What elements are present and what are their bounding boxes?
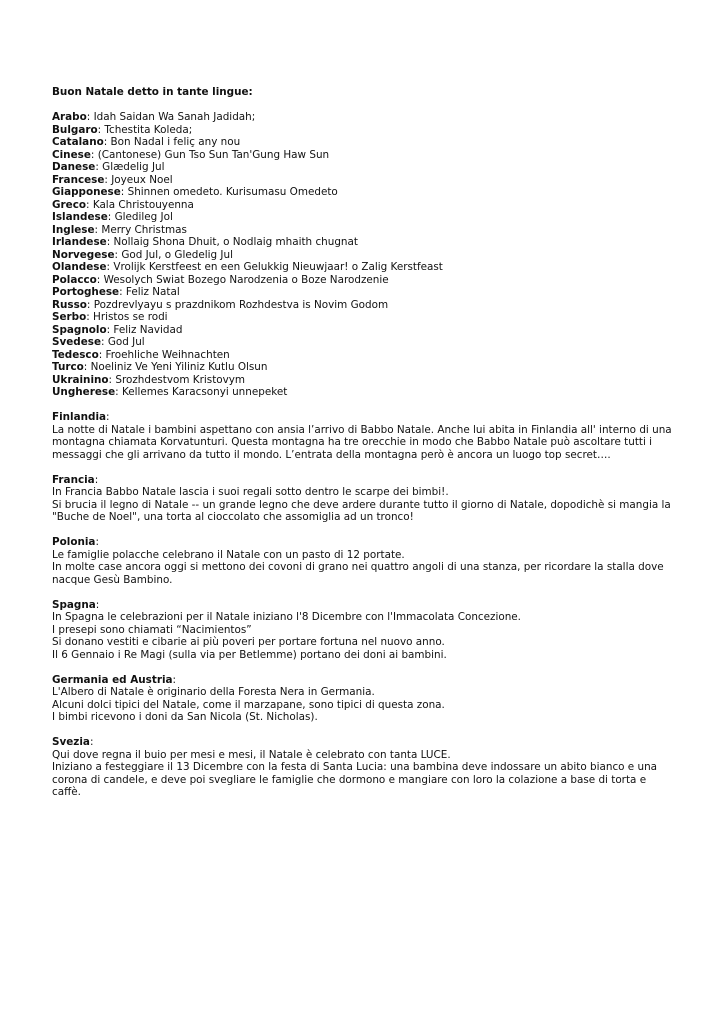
separator-colon: : bbox=[86, 298, 94, 311]
language-greeting: Bon Nadal i feliç any nou bbox=[110, 136, 241, 148]
section-heading bbox=[52, 474, 677, 487]
separator-colon: : bbox=[103, 136, 111, 148]
separator-colon: : bbox=[120, 186, 128, 198]
language-greeting-item bbox=[52, 286, 677, 299]
language-greeting: Kala Christouyenna bbox=[92, 198, 194, 211]
language-greeting-item bbox=[52, 361, 677, 374]
language-greeting-item bbox=[52, 186, 677, 199]
separator-colon: : bbox=[95, 536, 99, 548]
language-greeting: Noeliniz Ve Yeni Yiliniz Kutlu Olsun bbox=[90, 361, 268, 373]
document-title: Buon Natale detto in tante lingue: bbox=[52, 86, 253, 98]
section-heading bbox=[52, 599, 677, 612]
separator-colon: : bbox=[114, 248, 122, 261]
separator-colon: : bbox=[106, 323, 114, 336]
section-paragraph: La notte di Natale i bambini aspettano con ansia l’arrivo di Babbo Natale. Anche lui abita in Finlandia all' interno di una montagna chiamata Korvatunturi. Questa montagna ha tre orecchie in modo che Babbo Natale può ascoltare tutti i messaggi che gli arrivano da tutto il mondo. L’entrata della montagna però è ancora un luogo top secret…. bbox=[52, 423, 672, 461]
language-greeting-item bbox=[52, 274, 677, 287]
language-greeting: Feliz Navidad bbox=[113, 323, 183, 336]
language-name: Catalano bbox=[52, 136, 104, 148]
language-greeting-item bbox=[52, 111, 677, 124]
language-name: Polacco bbox=[52, 273, 97, 286]
language-name: Norvegese bbox=[52, 248, 115, 261]
separator-colon: : bbox=[107, 211, 115, 223]
separator-colon: : bbox=[94, 473, 99, 486]
language-greeting-item bbox=[52, 161, 677, 174]
language-greeting-item bbox=[52, 336, 677, 349]
language-greeting: Feliz Natal bbox=[125, 286, 180, 298]
language-name: Serbo bbox=[52, 311, 87, 323]
section-paragraph: In molte case ancora oggi si mettono dei covoni di grano nei quattro angoli di una stanza, per ricordare la stalla dove nacque Gesù Bambino. bbox=[52, 561, 664, 586]
language-greeting: Vrolijk Kerstfeest en een Gelukkig Nieuwjaar! o Zalig Kerstfeast bbox=[113, 261, 443, 273]
language-greeting: Tchestita Koleda; bbox=[104, 123, 193, 136]
section-title: Spagna bbox=[52, 598, 96, 611]
section-paragraph: Il 6 Gennaio i Re Magi (sulla via per Betlemme) portano dei doni ai bambini. bbox=[52, 648, 447, 661]
separator-colon: : bbox=[108, 373, 116, 386]
country-section bbox=[52, 736, 677, 799]
separator-colon: : bbox=[90, 148, 98, 161]
country-section bbox=[52, 536, 677, 586]
language-name: Spagnolo bbox=[52, 323, 107, 336]
language-greeting: Srozhdestvom Kristovym bbox=[115, 373, 246, 386]
separator-colon: : bbox=[83, 361, 91, 373]
language-name: Greco bbox=[52, 198, 86, 211]
language-greeting-item bbox=[52, 324, 677, 337]
language-greeting-item bbox=[52, 199, 677, 212]
language-name: Cinese bbox=[52, 148, 91, 161]
language-greeting-item bbox=[52, 249, 677, 262]
section-title: Francia bbox=[52, 473, 95, 486]
language-greeting: (Cantonese) Gun Tso Sun Tan'Gung Haw Sun bbox=[97, 148, 330, 161]
language-name: Ungherese bbox=[52, 386, 116, 398]
separator-colon: : bbox=[98, 348, 106, 361]
language-name: Tedesco bbox=[52, 348, 99, 361]
separator-colon: : bbox=[96, 273, 104, 286]
section-paragraph: In Francia Babbo Natale lascia i suoi regali sotto dentro le scarpe dei bimbi!. bbox=[52, 486, 449, 498]
language-greeting-item bbox=[52, 236, 677, 249]
language-name: Francese bbox=[52, 173, 105, 186]
language-name: Islandese bbox=[52, 211, 108, 223]
language-name: Ukrainino bbox=[52, 373, 109, 386]
language-name: Portoghese bbox=[52, 286, 120, 298]
language-greeting-item bbox=[52, 136, 677, 149]
language-greeting: God Jul bbox=[107, 336, 145, 348]
separator-colon: : bbox=[86, 198, 93, 211]
document-page bbox=[52, 86, 677, 811]
language-name: Danese bbox=[52, 161, 96, 173]
section-paragraph: L'Albero di Natale è originario della Foresta Nera in Germania. bbox=[52, 686, 375, 698]
section-title: Polonia bbox=[52, 536, 96, 548]
language-name: Bulgaro bbox=[52, 123, 98, 136]
separator-colon: : bbox=[95, 161, 103, 173]
language-greeting-item bbox=[52, 386, 677, 399]
section-heading bbox=[52, 411, 677, 424]
language-name: Inglese bbox=[52, 223, 95, 236]
section-paragraph: Iniziano a festeggiare il 13 Dicembre con la festa di Santa Lucia: una bambina deve indossare un abito bianco e una corona di candele, e deve poi svegliare le famiglie che dormono e mangiare con loro la colazione a base di torta e caffè. bbox=[52, 761, 658, 798]
separator-colon: : bbox=[106, 236, 114, 248]
country-section bbox=[52, 474, 677, 524]
language-greeting: Nollaig Shona Dhuit, o Nodlaig mhaith chugnat bbox=[113, 236, 358, 248]
section-heading bbox=[52, 674, 677, 687]
country-section bbox=[52, 674, 677, 724]
section-paragraph: Qui dove regna il buio per mesi e mesi, il Natale è celebrato con tanta LUCE. bbox=[52, 748, 451, 761]
separator-colon: : bbox=[172, 673, 177, 686]
section-paragraph: Alcuni dolci tipici del Natale, come il marzapane, sono tipici di questa zona. bbox=[52, 698, 445, 711]
separator-colon: : bbox=[106, 411, 110, 423]
language-name: Irlandese bbox=[52, 236, 107, 248]
language-greetings-list bbox=[52, 111, 677, 399]
language-greeting-item bbox=[52, 149, 677, 162]
language-name: Giapponese bbox=[52, 186, 121, 198]
language-name: Svedese bbox=[52, 336, 102, 348]
separator-colon: : bbox=[106, 261, 114, 273]
section-paragraph: Si brucia il legno di Natale -- un grande legno che deve ardere durante tutto il giorno di Natale, dopodichè si mangia la "Buche de Noel", una torta al cioccolato che assomiglia ad un tronco! bbox=[52, 498, 671, 523]
language-name: Turco bbox=[52, 361, 84, 373]
separator-colon: : bbox=[104, 173, 112, 186]
country-section bbox=[52, 411, 677, 461]
language-greeting: Froehliche Weihnachten bbox=[105, 348, 230, 361]
section-title: Germania ed Austria bbox=[52, 673, 173, 686]
language-name: Arabo bbox=[52, 111, 87, 123]
section-paragraph: I bimbi ricevono i doni da San Nicola (St. Nicholas). bbox=[52, 711, 318, 723]
language-greeting: Joyeux Noel bbox=[111, 173, 173, 186]
language-greeting-item bbox=[52, 374, 677, 387]
language-greeting: Glædelig Jul bbox=[102, 161, 165, 173]
section-title: Finlandia bbox=[52, 411, 107, 423]
separator-colon: : bbox=[97, 123, 105, 136]
section-paragraph: Le famiglie polacche celebrano il Natale con un pasto di 12 portate. bbox=[52, 548, 405, 561]
language-name: Olandese bbox=[52, 261, 107, 273]
section-paragraph: In Spagna le celebrazioni per il Natale iniziano l'8 Dicembre con l'Immacolata Concezione. bbox=[52, 611, 521, 623]
language-name: Russo bbox=[52, 298, 87, 311]
section-heading bbox=[52, 736, 677, 749]
language-greeting-item bbox=[52, 224, 677, 237]
section-title: Svezia bbox=[52, 736, 90, 748]
language-greeting-item bbox=[52, 349, 677, 362]
section-paragraph: Si donano vestiti e cibarie ai più poveri per portare fortuna nel nuovo anno. bbox=[52, 636, 445, 648]
language-greeting-item bbox=[52, 174, 677, 187]
separator-colon: : bbox=[89, 736, 94, 748]
country-sections bbox=[52, 411, 677, 799]
language-greeting-item bbox=[52, 211, 677, 224]
language-greeting: Shinnen omedeto. Kurisumasu Omedeto bbox=[127, 186, 338, 198]
country-section bbox=[52, 599, 677, 662]
language-greeting: Hristos se rodi bbox=[93, 311, 168, 323]
language-greeting: Merry Christmas bbox=[101, 223, 187, 236]
language-greeting: Idah Saidan Wa Sanah Jadidah; bbox=[93, 111, 256, 123]
language-greeting-item bbox=[52, 311, 677, 324]
section-heading bbox=[52, 536, 677, 549]
language-greeting: Kellemes Karacsonyi unnepeket bbox=[121, 386, 288, 398]
separator-colon: : bbox=[94, 223, 102, 236]
separator-colon: : bbox=[115, 386, 122, 398]
language-greeting-item bbox=[52, 299, 677, 312]
separator-colon: : bbox=[86, 311, 94, 323]
language-greeting-item bbox=[52, 261, 677, 274]
language-greeting-item bbox=[52, 124, 677, 137]
language-greeting: Pozdrevlyayu s prazdnikom Rozhdestva is Novim Godom bbox=[93, 298, 389, 311]
language-greeting: Gledileg Jol bbox=[114, 211, 173, 223]
language-greeting: Wesolych Swiat Bozego Narodzenia o Boze Narodzenie bbox=[103, 273, 389, 286]
separator-colon: : bbox=[95, 598, 100, 611]
separator-colon: : bbox=[119, 286, 126, 298]
section-paragraph: I presepi sono chiamati “Nacimientos” bbox=[52, 623, 252, 636]
separator-colon: : bbox=[101, 336, 108, 348]
language-greeting: God Jul, o Gledelig Jul bbox=[121, 248, 233, 261]
separator-colon: : bbox=[86, 111, 94, 123]
